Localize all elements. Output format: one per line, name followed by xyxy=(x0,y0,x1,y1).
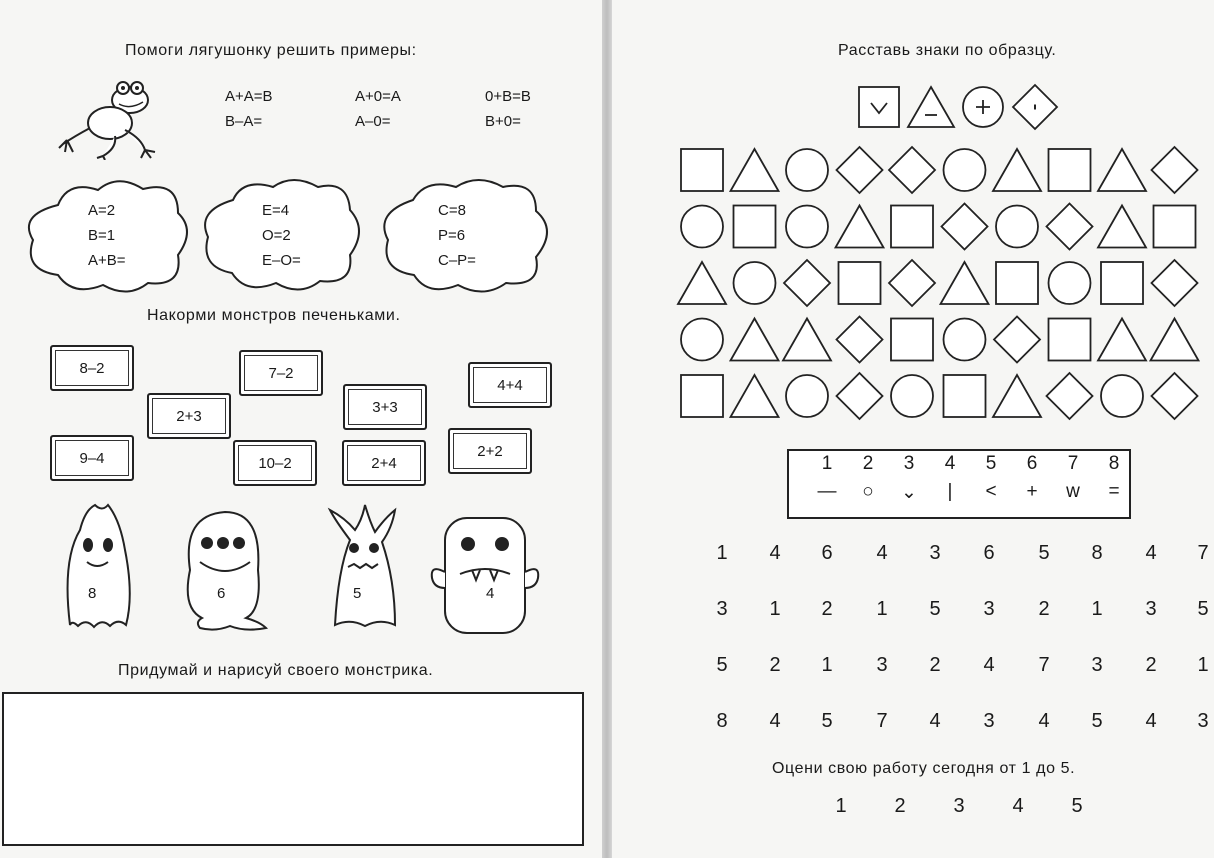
diamond-shape[interactable] xyxy=(1047,204,1093,250)
triangle-shape[interactable] xyxy=(1098,206,1146,248)
legend-symbol: = xyxy=(1108,481,1120,502)
number-cell[interactable]: 1 xyxy=(1091,598,1103,620)
number-cell[interactable]: 3 xyxy=(1197,710,1209,732)
square-shape[interactable] xyxy=(859,87,899,127)
diamond-shape[interactable] xyxy=(1152,147,1198,193)
legend-number: 7 xyxy=(1067,453,1079,474)
monster-number: 5 xyxy=(353,585,362,602)
legend-symbol: ⌄ xyxy=(901,482,917,503)
cloud-1 xyxy=(88,198,126,273)
diamond-shape[interactable] xyxy=(994,317,1040,363)
circle-shape[interactable] xyxy=(681,206,723,248)
number-cell[interactable]: 4 xyxy=(929,710,941,732)
sample-shapes xyxy=(854,82,1076,132)
square-shape[interactable] xyxy=(1049,149,1091,191)
book-gutter xyxy=(602,0,612,858)
number-cell[interactable]: 4 xyxy=(1145,710,1157,732)
right-page xyxy=(612,0,1214,858)
number-cell[interactable]: 5 xyxy=(716,654,728,676)
square-shape[interactable] xyxy=(996,262,1038,304)
cloud-line: В=1 xyxy=(88,227,116,244)
diamond-shape[interactable] xyxy=(1152,260,1198,306)
rating-value[interactable]: 3 xyxy=(953,795,965,817)
cloud-3 xyxy=(438,198,476,273)
number-cell[interactable]: 4 xyxy=(983,654,995,676)
number-cell[interactable]: 4 xyxy=(769,710,781,732)
number-cell[interactable]: 3 xyxy=(1145,598,1157,620)
square-shape[interactable] xyxy=(1049,319,1091,361)
legend-symbol: — xyxy=(817,481,837,502)
equation-group-3 xyxy=(485,84,531,134)
monster-number: 6 xyxy=(217,585,226,602)
number-cell[interactable]: 7 xyxy=(1038,654,1050,676)
frog-icon xyxy=(55,78,165,160)
rating-value[interactable]: 5 xyxy=(1071,795,1083,817)
equation: А+А=В xyxy=(225,88,273,105)
cloud-line: О=2 xyxy=(262,227,291,244)
number-cell[interactable]: 2 xyxy=(1038,598,1050,620)
draw-task-title: Придумай и нарисуй своего монстрика. xyxy=(118,662,434,679)
cloud-line: С=8 xyxy=(438,202,466,219)
circle-shape[interactable] xyxy=(734,262,776,304)
rating-value[interactable]: 1 xyxy=(835,795,847,817)
number-cell[interactable]: 3 xyxy=(1091,654,1103,676)
number-cell[interactable]: 4 xyxy=(1038,710,1050,732)
number-cell[interactable]: 1 xyxy=(769,598,781,620)
cookie-card[interactable]: 2+3 xyxy=(147,393,231,439)
number-cell[interactable]: 8 xyxy=(716,710,728,732)
square-shape[interactable] xyxy=(839,262,881,304)
number-cell[interactable]: 6 xyxy=(983,542,995,564)
equation: 0+В=В xyxy=(485,88,531,105)
number-cell[interactable]: 5 xyxy=(929,598,941,620)
shapes-task-title: Расставь знаки по образцу. xyxy=(838,42,1057,59)
triangle-shape[interactable] xyxy=(678,262,726,304)
circle-shape[interactable] xyxy=(996,206,1038,248)
triangle-shape[interactable] xyxy=(731,319,779,361)
legend-number: 8 xyxy=(1108,453,1120,474)
equation: А+0=А xyxy=(355,88,401,105)
square-shape[interactable] xyxy=(1154,206,1196,248)
number-cell[interactable]: 5 xyxy=(821,710,833,732)
circle-shape[interactable] xyxy=(786,149,828,191)
cookie-card[interactable]: 2+4 xyxy=(342,440,426,486)
cookie-card[interactable]: 3+3 xyxy=(343,384,427,430)
equation: В–А= xyxy=(225,113,263,130)
circle-shape[interactable] xyxy=(1049,262,1091,304)
symbol-legend xyxy=(787,449,1131,519)
diamond-shape[interactable] xyxy=(784,260,830,306)
cookie-card[interactable]: 8–2 xyxy=(50,345,134,391)
diamond-shape[interactable] xyxy=(837,317,883,363)
number-cell[interactable]: 1 xyxy=(1197,654,1209,676)
legend-number: 3 xyxy=(903,453,915,474)
circle-shape[interactable] xyxy=(891,375,933,417)
frog-task-title: Помоги лягушонку решить примеры: xyxy=(125,42,417,59)
legend-number: 5 xyxy=(985,453,997,474)
legend-symbol: ○ xyxy=(862,481,874,502)
legend-number: 4 xyxy=(944,453,956,474)
number-cell[interactable]: 3 xyxy=(983,598,995,620)
triangle-shape[interactable] xyxy=(941,262,989,304)
cookie-card[interactable]: 10–2 xyxy=(233,440,317,486)
diamond-shape[interactable] xyxy=(942,204,988,250)
legend-number: 1 xyxy=(821,453,833,474)
number-cell[interactable]: 5 xyxy=(1091,710,1103,732)
legend-number: 6 xyxy=(1026,453,1038,474)
cloud-line: А=2 xyxy=(88,202,116,219)
rating-value[interactable]: 4 xyxy=(1012,795,1024,817)
square-shape[interactable] xyxy=(891,206,933,248)
shape-grid xyxy=(676,145,1208,430)
circle-shape[interactable] xyxy=(786,206,828,248)
cloud-line: Е–О= xyxy=(262,252,301,269)
monsters-drawing xyxy=(50,500,570,645)
equation: В+0= xyxy=(485,113,521,130)
diamond-shape[interactable] xyxy=(837,373,883,419)
cloud-line: Е=4 xyxy=(262,202,290,219)
triangle-shape[interactable] xyxy=(993,375,1041,417)
monster-number: 8 xyxy=(88,585,97,602)
number-cell[interactable]: 3 xyxy=(983,710,995,732)
number-cell[interactable]: 3 xyxy=(716,598,728,620)
diamond-shape[interactable] xyxy=(1152,373,1198,419)
legend-number: 2 xyxy=(862,453,874,474)
rating-value[interactable]: 2 xyxy=(894,795,906,817)
square-shape[interactable] xyxy=(681,375,723,417)
number-cell[interactable]: 2 xyxy=(929,654,941,676)
number-cell[interactable]: 1 xyxy=(821,654,833,676)
number-cell[interactable]: 3 xyxy=(929,542,941,564)
cookie-card[interactable]: 4+4 xyxy=(468,362,552,408)
square-shape[interactable] xyxy=(944,375,986,417)
number-cell[interactable]: 3 xyxy=(876,654,888,676)
square-shape[interactable] xyxy=(1101,262,1143,304)
circle-shape[interactable] xyxy=(1101,375,1143,417)
number-cell[interactable]: 4 xyxy=(769,542,781,564)
circle-shape[interactable] xyxy=(944,319,986,361)
number-cell[interactable]: 1 xyxy=(876,598,888,620)
cloud-2 xyxy=(262,198,301,273)
cookie-card[interactable]: 9–4 xyxy=(50,435,134,481)
legend-symbol: | xyxy=(947,481,953,502)
square-shape[interactable] xyxy=(891,319,933,361)
circle-shape[interactable] xyxy=(786,375,828,417)
cookie-card[interactable]: 7–2 xyxy=(239,350,323,396)
legend-symbol: + xyxy=(1026,481,1038,502)
left-page xyxy=(0,0,602,858)
drawing-area[interactable] xyxy=(2,692,584,846)
rating-prompt: Оцени свою работу сегодня от 1 до 5. xyxy=(772,760,1076,777)
number-cell[interactable]: 2 xyxy=(821,598,833,620)
cloud-line: Р=6 xyxy=(438,227,466,244)
triangle-shape[interactable] xyxy=(731,149,779,191)
circle-shape[interactable] xyxy=(681,319,723,361)
number-cell[interactable]: 7 xyxy=(1197,542,1209,564)
equation-group-2 xyxy=(355,84,401,134)
triangle-shape[interactable] xyxy=(783,319,831,361)
triangle-shape[interactable] xyxy=(1098,319,1146,361)
legend-symbol: w xyxy=(1066,481,1080,502)
diamond-shape[interactable] xyxy=(889,147,935,193)
number-cell[interactable]: 5 xyxy=(1038,542,1050,564)
triangle-shape[interactable] xyxy=(836,206,884,248)
number-cell[interactable]: 6 xyxy=(821,542,833,564)
cookie-card[interactable]: 2+2 xyxy=(448,428,532,474)
diamond-shape[interactable] xyxy=(837,147,883,193)
monsters-task-title: Накорми монстров печеньками. xyxy=(147,307,401,324)
circle-shape[interactable] xyxy=(944,149,986,191)
equation: А–0= xyxy=(355,113,391,130)
number-cell[interactable]: 2 xyxy=(1145,654,1157,676)
number-cell[interactable]: 7 xyxy=(876,710,888,732)
legend-symbol: < xyxy=(985,481,997,502)
number-cell[interactable]: 1 xyxy=(716,542,728,564)
number-cell[interactable]: 4 xyxy=(1145,542,1157,564)
number-cell[interactable]: 8 xyxy=(1091,542,1103,564)
number-cell[interactable]: 2 xyxy=(769,654,781,676)
triangle-shape[interactable] xyxy=(1098,149,1146,191)
triangle-shape[interactable] xyxy=(731,375,779,417)
square-shape[interactable] xyxy=(681,149,723,191)
diamond-shape[interactable] xyxy=(889,260,935,306)
diamond-shape[interactable] xyxy=(1047,373,1093,419)
equation-group-1 xyxy=(225,84,273,134)
number-cell[interactable]: 5 xyxy=(1197,598,1209,620)
triangle-shape[interactable] xyxy=(993,149,1041,191)
square-shape[interactable] xyxy=(734,206,776,248)
cloud-line: С–Р= xyxy=(438,252,476,269)
triangle-shape[interactable] xyxy=(1151,319,1199,361)
monster-number: 4 xyxy=(486,585,495,602)
cloud-line: А+В= xyxy=(88,252,126,269)
triangle-shape[interactable] xyxy=(908,87,954,127)
number-cell[interactable]: 4 xyxy=(876,542,888,564)
